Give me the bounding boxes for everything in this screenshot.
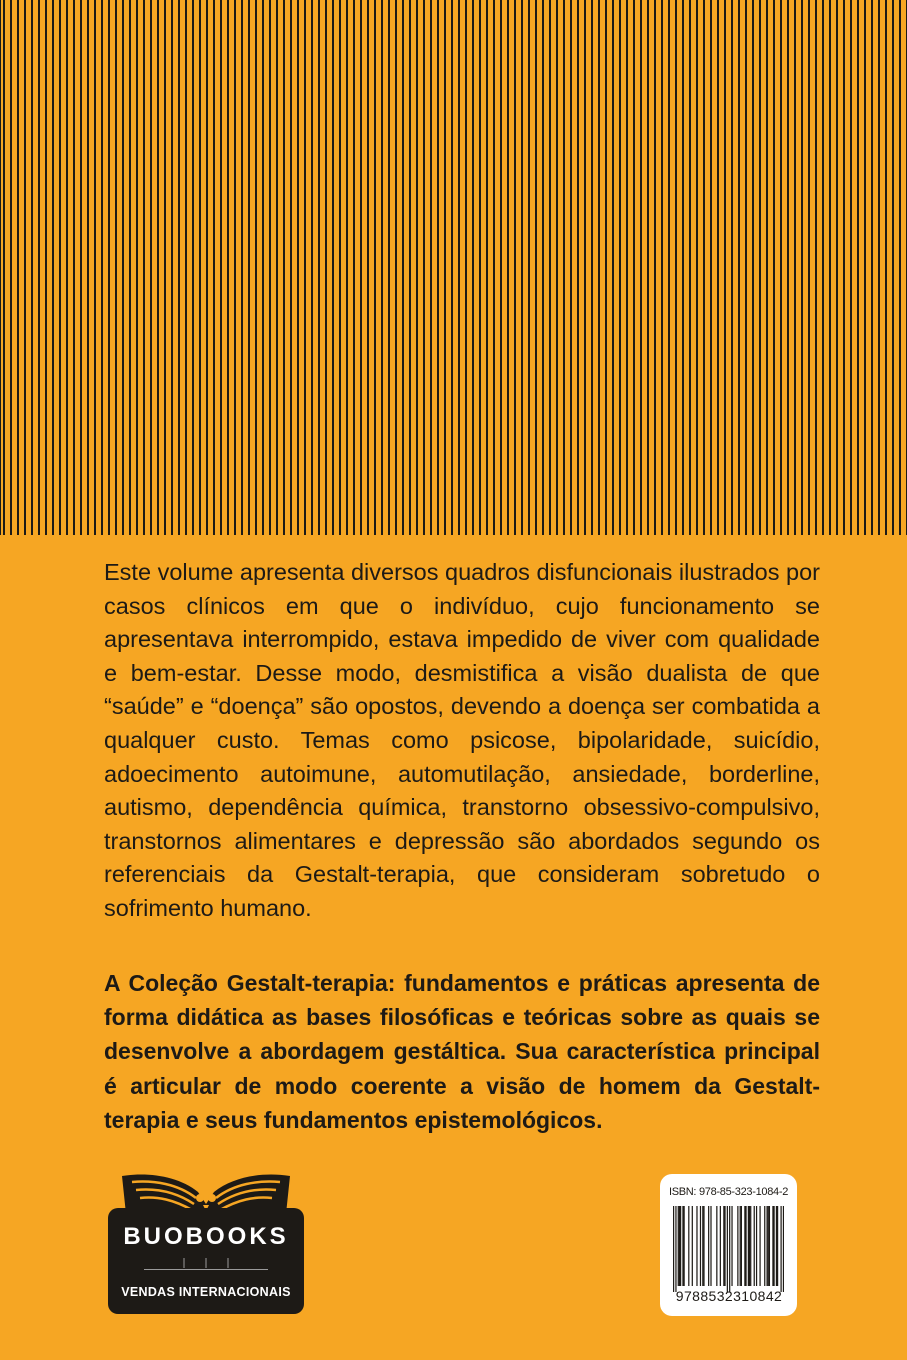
barcode-bar <box>688 1206 689 1286</box>
barcode-bar <box>680 1206 681 1286</box>
barcode-bar <box>708 1206 709 1286</box>
barcode-bar <box>720 1206 721 1286</box>
barcode-bar <box>766 1206 767 1286</box>
barcode-bar <box>703 1206 704 1286</box>
barcode-icon <box>673 1206 784 1292</box>
barcode-bar <box>682 1206 683 1286</box>
isbn-label: ISBN: 978-85-323-1084-2 <box>668 1186 789 1198</box>
barcode-bar <box>673 1206 674 1292</box>
barcode-bar <box>783 1206 784 1292</box>
barcode-bar <box>729 1206 730 1292</box>
barcode-bar <box>723 1206 724 1286</box>
publisher-name: BUOBOOKS <box>123 1223 289 1250</box>
barcode-bar <box>700 1206 701 1286</box>
barcode-bar <box>744 1206 745 1286</box>
barcode-bar <box>678 1206 679 1286</box>
barcode-bar <box>716 1206 717 1286</box>
barcode-bar <box>780 1206 781 1292</box>
barcode-bar <box>737 1206 738 1286</box>
barcode-bar <box>749 1206 750 1286</box>
barcode-bar <box>748 1206 749 1286</box>
barcode-bar <box>696 1206 697 1286</box>
barcode-bar <box>759 1206 760 1286</box>
synopsis-paragraph: Este volume apresenta diversos quadros disfuncionais ilustrados por casos clínicos em que o indivíduo, cujo funcionamento se apresentava interrompido, estava impedido de viver com qualidade e bem-estar. Desse modo, desmistifica a visão dualista de que “saúde” e “doença” são opostos, devendo a doença ser combatida a qualquer custo. Temas como psicose, bipolaridade, suicídio, adoecimento autoimune, automutilação, ansiedade, borderline, autismo, dependência química, transtorno obsessivo-compulsivo, transtornos alimentares e depressão são abordados segundo os referenciais da Gestalt-terapia, que consideram sobretudo o sofrimento humano. <box>104 559 820 921</box>
barcode-bar <box>768 1206 769 1286</box>
barcode-bar <box>769 1206 770 1286</box>
barcode-bar <box>777 1206 778 1286</box>
barcode-bar <box>772 1206 773 1286</box>
publisher-logo <box>108 1168 304 1314</box>
barcode-bar <box>731 1206 732 1286</box>
barcode-bar <box>684 1206 685 1286</box>
collection-description: A Coleção Gestalt-terapia: fundamentos e práticas apresenta de forma didática as bases filosóficas e teóricas sobre as quais se desenvolve a abordagem gestáltica. Sua característica principal é articular de modo coerente a visão de homem da Gestalt-terapia e seus fundamentos epistemológicos. <box>104 970 820 1133</box>
barcode-bar <box>754 1206 755 1286</box>
publisher-tagline: VENDAS INTERNACIONAIS <box>121 1285 291 1299</box>
barcode-bar <box>692 1206 693 1286</box>
barcode-bar <box>750 1206 751 1286</box>
barcode-bar <box>741 1206 742 1286</box>
logo-divider <box>144 1269 268 1270</box>
barcode-bar <box>727 1206 728 1292</box>
barcode-bar <box>710 1206 711 1286</box>
barcode-digits: 9788532310842 <box>675 1288 783 1304</box>
barcode-bar <box>756 1206 757 1286</box>
vertical-stripe-pattern <box>0 0 907 535</box>
barcode-bar <box>679 1206 680 1286</box>
barcode-bar <box>675 1206 676 1292</box>
barcode-bar <box>740 1206 741 1286</box>
barcode-bar <box>702 1206 703 1286</box>
barcode-bar <box>773 1206 774 1286</box>
barcode-bar <box>764 1206 765 1286</box>
barcode-bar <box>745 1206 746 1286</box>
isbn-barcode-panel <box>660 1174 797 1316</box>
barcode-bar <box>776 1206 777 1286</box>
barcode-bar <box>724 1206 725 1286</box>
logo-divider-ticks <box>144 1258 268 1268</box>
